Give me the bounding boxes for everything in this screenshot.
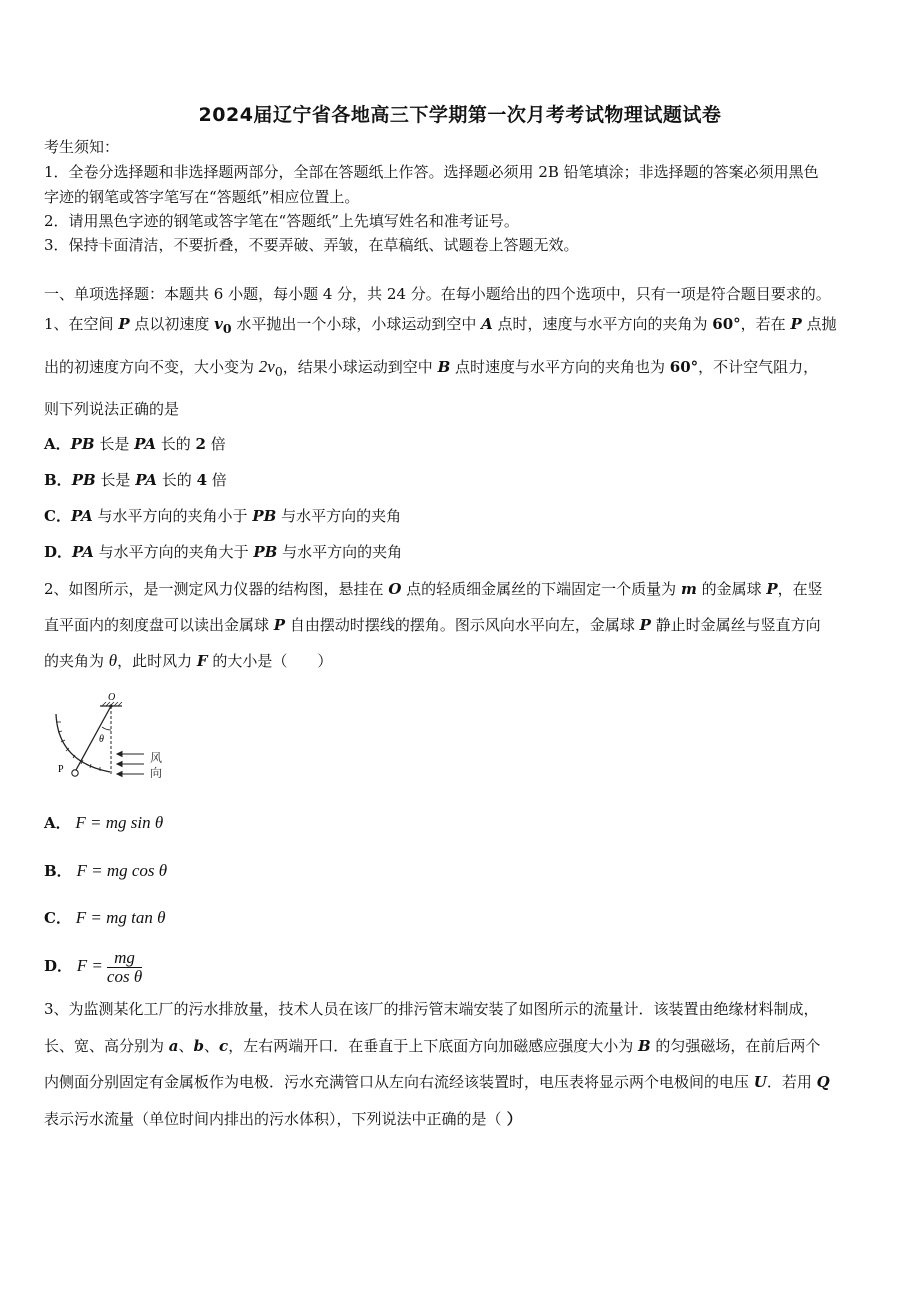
label-wind-1: 风	[150, 751, 163, 765]
q1-option-d[interactable]: D．PA 与水平方向的夹角大于 PB 与水平方向的夹角	[44, 543, 403, 561]
notice-item: 字迹的钢笔或答字笔写在“答题纸”相应位置上。	[44, 188, 360, 206]
question-2-text: 直平面内的刻度盘可以读出金属球 P 自由摆动时摆线的摆角。图示风向水平向左，金属球 P 静止时金属丝与竖直方向	[44, 616, 821, 634]
q1-option-a[interactable]: A．PB 长是 PA 长的 2 倍	[44, 435, 226, 453]
q2-option-b[interactable]: B． F = mg cos θ	[44, 861, 168, 880]
q1-option-b[interactable]: B．PB 长是 PA 长的 4 倍	[44, 471, 227, 489]
question-3-text: 长、宽、高分别为 a、b、c，左右两端开口．在垂直于上下底面方向加磁感应强度大小为 B 的匀强磁场，在前后两个	[44, 1037, 821, 1055]
question-1-text: 1、在空间 P 点以初速度 $v_0$ 水平抛出一个小球，小球运动到空中 A 点时，速度与水平方向的夹角为 60°，若在 P 点抛	[44, 315, 837, 336]
question-1-text: 出的初速度方向不变，大小变为 $2v_0$，结果小球运动到空中 B 点时速度与水平方向的夹角也为 60°，不计空气阻力，	[44, 357, 819, 379]
label-theta: θ	[99, 734, 104, 745]
label-wind-2: 向	[150, 766, 163, 780]
page-title: 2024届辽宁省各地高三下学期第一次月考考试物理试题试卷	[198, 104, 722, 126]
question-3-text: 内侧面分别固定有金属板作为电极．污水充满管口从左向右流经该装置时，电压表将显示两个电极间的电压 U．若用 Q	[44, 1073, 830, 1091]
label-p: P	[58, 764, 64, 775]
question-2-text: 2、如图所示，是一测定风力仪器的结构图，悬挂在 O 点的轻质细金属丝的下端固定一个质量为 m 的金属球 P，在竖	[44, 580, 823, 598]
question-2-text: 的夹角为 θ，此时风力 F 的大小是（ ）	[44, 651, 333, 670]
q2-option-a[interactable]: A． F = mg sin θ	[44, 813, 164, 832]
q2-option-d[interactable]: D． F = $\frac{mg}{\text{cos θ}}$	[44, 947, 143, 986]
question-1-text: 则下列说法正确的是	[44, 400, 180, 418]
pendulum-wire	[76, 706, 111, 770]
notice-item: 2．请用黑色字迹的钢笔或答字笔在“答题纸”上先填写姓名和准考证号。	[44, 212, 519, 230]
notice-item: 1．全卷分选择题和非选择题两部分，全部在答题纸上作答。选择题必须用 2B 铅笔填涂；非选择题的答案必须用黑色	[44, 163, 819, 181]
q2-option-c[interactable]: C． F = mg tan θ	[44, 908, 166, 927]
section-header: 一、单项选择题：本题共 6 小题，每小题 4 分，共 24 分。在每小题给出的四个选项中，只有一项是符合题目要求的。	[44, 285, 831, 303]
question-3-text: 表示污水流量（单位时间内排出的污水体积），下列说法中正确的是（ ）	[44, 1110, 522, 1128]
notice-item: 3．保持卡面清洁，不要折叠，不要弄破、弄皱，在草稿纸、试题卷上答题无效。	[44, 236, 579, 254]
notice-heading: 考生须知：	[44, 138, 120, 156]
angle-arc	[102, 727, 111, 730]
wind-arrows	[117, 752, 144, 777]
question-3-text: 3、为监测某化工厂的污水排放量，技术人员在该厂的排污管末端安装了如图所示的流量计．该装置由绝缘材料制成，	[44, 1000, 819, 1018]
q1-option-c[interactable]: C．PA 与水平方向的夹角小于 PB 与水平方向的夹角	[44, 507, 402, 525]
metal-ball	[72, 770, 78, 776]
fraction: $\frac{mg}{\text{cos θ}}$	[106, 947, 143, 986]
label-o: O	[108, 692, 116, 703]
pendulum-diagram	[44, 690, 184, 790]
